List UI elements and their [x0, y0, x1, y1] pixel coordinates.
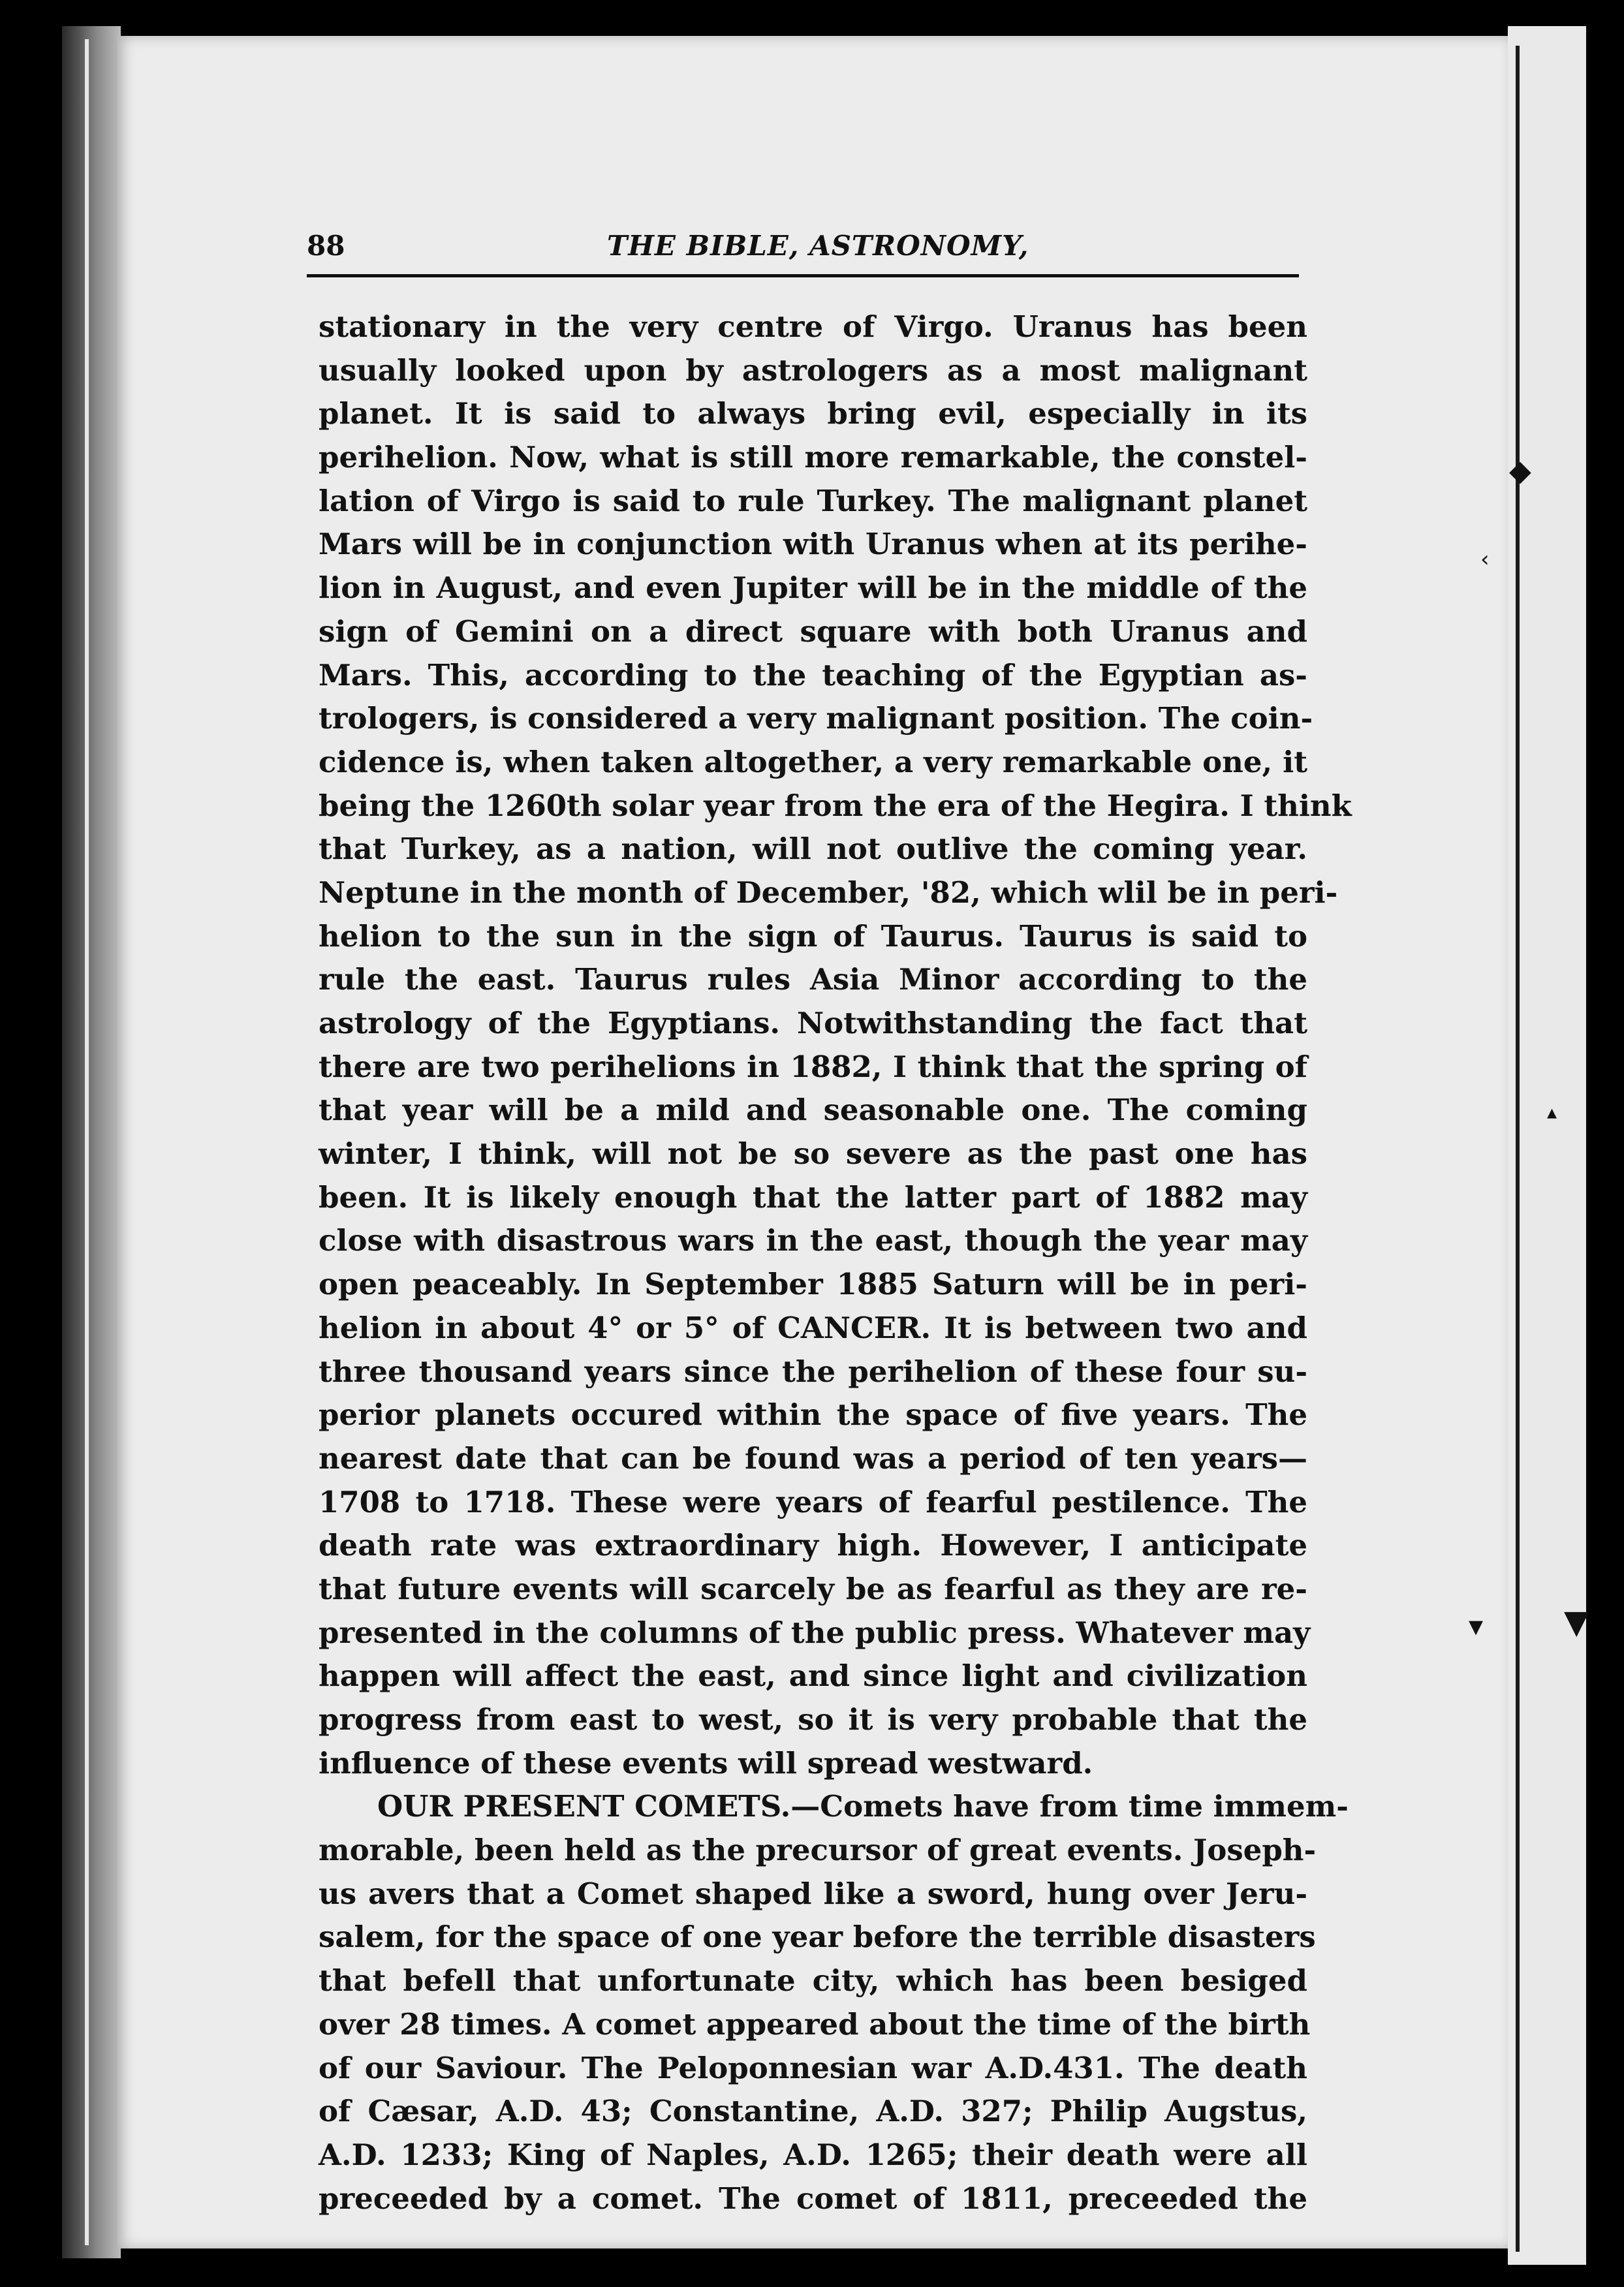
text-line: winter, I think, will not be so severe as the past one has: [319, 1136, 1307, 1172]
gutter-notch-mark: ▾: [1469, 1610, 1484, 1643]
page-number: 88: [307, 230, 345, 262]
text-line: perihelion. Now, what is still more remarkable, the constel-: [319, 440, 1307, 475]
gutter-blot-mark: ◆: [1509, 454, 1531, 488]
text-line: cidence is, when taken altogether, a very remarkable one, it: [319, 744, 1307, 779]
text-line: us avers that a Comet shaped like a sword, hung over Jeru-: [319, 1876, 1307, 1911]
text-line: there are two perihelions in 1882, I think that the spring of: [319, 1049, 1307, 1084]
text-line: Mars. This, according to the teaching of the Egyptian as-: [319, 657, 1307, 692]
text-line: astrology of the Egyptians. Notwithstanding the fact that: [319, 1006, 1307, 1040]
text-line: happen will affect the east, and since light and civilization: [319, 1658, 1307, 1694]
gutter-rule: [1516, 46, 1520, 2252]
text-line: of Cæsar, A.D. 43; Constantine, A.D. 327; Philip Augstus,: [319, 2094, 1307, 2129]
text-line: perior planets occured within the space of five years. The: [319, 1397, 1307, 1433]
gutter-small-mark: ▴: [1547, 1101, 1557, 1124]
text-line: planet. It is said to always bring evil, especially in its: [319, 396, 1307, 431]
text-line: of our Saviour. The Peloponnesian war A.D.431. The death: [319, 2050, 1307, 2085]
text-line: progress from east to west, so it is very probable that the: [319, 1702, 1307, 1737]
text-line: Neptune in the month of December, '82, which wlil be in peri-: [319, 875, 1338, 910]
text-line: 1708 to 1718. These were years of fearful pestilence. The: [319, 1484, 1307, 1519]
text-line: presented in the columns of the public press. Whatever may: [319, 1615, 1311, 1650]
body-text: [319, 305, 1352, 2220]
section-heading-line: OUR PRESENT COMETS.—Comets have from time immem-: [377, 1789, 1349, 1824]
next-page-edge: [1508, 26, 1586, 2265]
text-line: that Turkey, as a nation, will not outlive the coming year.: [319, 832, 1307, 867]
text-line: nearest date that can be found was a period of ten years—: [319, 1440, 1307, 1476]
text-line: being the 1260th solar year from the era of the Hegira. I think: [319, 788, 1352, 823]
running-title: THE BIBLE, ASTRONOMY,: [607, 230, 1029, 262]
book-binding-edge: [62, 26, 121, 2258]
text-line: A.D. 1233; King of Naples, A.D. 1265; their death were all: [319, 2137, 1307, 2172]
text-line: lion in August, and even Jupiter will be in the middle of the: [319, 570, 1307, 606]
text-line: helion in about 4° or 5° of CANCER. It is between two and: [319, 1310, 1307, 1345]
text-line: close with disastrous wars in the east, though the year may: [319, 1223, 1307, 1258]
text-line: death rate was extraordinary high. However, I anticipate: [319, 1528, 1307, 1563]
text-line: preceeded by a comet. The comet of 1811, preceeded the: [319, 2181, 1307, 2216]
text-line: that future events will scarcely be as fearful as they are re-: [319, 1571, 1307, 1606]
text-line: open peaceably. In September 1885 Saturn will be in peri-: [319, 1267, 1307, 1302]
text-line: that befell that unfortunate city, which has been besiged: [319, 1963, 1307, 1999]
gutter-arrow-mark: ▼: [1564, 1603, 1589, 1641]
binding-highlight: [85, 39, 89, 2245]
text-line: Mars will be in conjunction with Uranus when at its perihe-: [319, 527, 1307, 562]
header-rule: [307, 274, 1299, 277]
text-line: three thousand years since the perihelion of these four su-: [319, 1354, 1307, 1389]
text-line: trologers, is considered a very malignant position. The coin-: [319, 701, 1313, 736]
text-line: salem, for the space of one year before the terrible disasters: [319, 1920, 1316, 1955]
paragraph-planets: [319, 305, 1352, 1785]
text-line: been. It is likely enough that the latter part of 1882 may: [319, 1179, 1307, 1215]
text-line: lation of Virgo is said to rule Turkey. The malignant planet: [319, 483, 1307, 518]
gutter-tick-mark: ‹: [1480, 546, 1490, 572]
text-line: morable, been held as the precursor of great events. Joseph-: [319, 1833, 1317, 1868]
text-line: sign of Gemini on a direct square with both Uranus and: [319, 614, 1307, 649]
text-line: usually looked upon by astrologers as a most malignant: [319, 352, 1307, 388]
text-line: helion to the sun in the sign of Taurus. Taurus is said to: [319, 918, 1307, 954]
text-line: stationary in the very centre of Virgo. Uranus has been: [319, 309, 1307, 344]
text-line: influence of these events will spread westward.: [319, 1745, 1093, 1781]
paragraph-comets: [319, 1785, 1349, 2220]
text-line: that year will be a mild and seasonable one. The coming: [319, 1093, 1307, 1128]
text-line: over 28 times. A comet appeared about the time of the birth: [319, 2006, 1311, 2042]
text-line: rule the east. Taurus rules Asia Minor according to the: [319, 962, 1307, 997]
